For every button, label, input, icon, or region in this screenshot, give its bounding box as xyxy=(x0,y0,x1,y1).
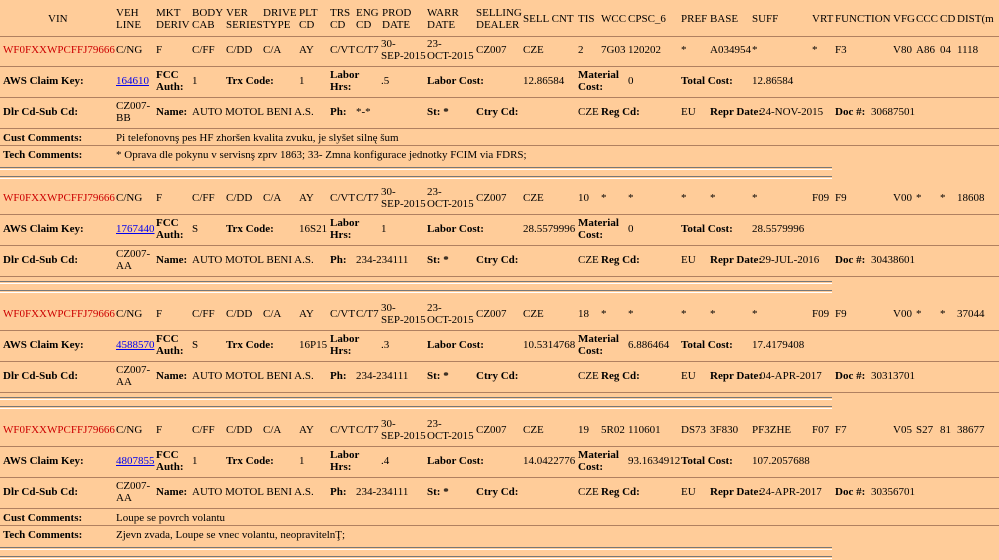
reg-cd-label: Reg Cd: xyxy=(601,370,640,382)
header-veh_line: VEH LINE xyxy=(116,7,142,31)
ph-value: 234-234111 xyxy=(356,370,409,382)
name-label: Name: xyxy=(156,486,188,498)
dlr-cd-label: Dlr Cd-Sub Cd: xyxy=(3,106,78,118)
claim-suff: * xyxy=(752,308,758,320)
aws-claim-key-link[interactable]: 4588570 xyxy=(116,339,155,351)
aws-claim-key-link[interactable]: 164610 xyxy=(116,75,149,87)
header-pref: PREF xyxy=(681,13,708,25)
claim-vfg: V80 xyxy=(893,44,912,56)
fcc-auth-value: S xyxy=(192,339,199,351)
claim-eng: C/T7 xyxy=(356,308,379,320)
reg-cd-label: Reg Cd: xyxy=(601,106,640,118)
claim-dealer: CZ007 xyxy=(476,424,507,436)
claim-tis: 18 xyxy=(578,308,589,320)
claim-ver: C/DD xyxy=(226,44,253,56)
ph-label: Ph: xyxy=(330,486,347,498)
claim-prod: 30- SEP-2015 xyxy=(381,38,426,62)
claim-dealer: CZ007 xyxy=(476,44,507,56)
repr-date-value: 04-APR-2017 xyxy=(760,370,822,382)
header-body: BODY CAB xyxy=(192,7,224,31)
claim-tis: 10 xyxy=(578,192,589,204)
claim-sell: CZE xyxy=(523,424,544,436)
header-cd: CD xyxy=(940,13,956,25)
material-cost-label: Material Cost: xyxy=(578,69,619,93)
aws-claim-key-link[interactable]: 4807855 xyxy=(116,455,155,467)
ctry-cd-label: Ctry Cd: xyxy=(476,486,519,498)
claim-warr: 23- OCT-2015 xyxy=(427,302,474,326)
row-divider xyxy=(0,276,999,277)
claim-pref: * xyxy=(681,44,687,56)
dlr-cd-value: CZ007- AA xyxy=(116,364,151,388)
claim-dist: 37044 xyxy=(957,308,985,320)
doc-value: 30356701 xyxy=(871,486,915,498)
labor-hrs-label: Labor Hrs: xyxy=(330,69,360,93)
claim-veh: C/NG xyxy=(116,308,143,320)
trx-code-label: Trx Code: xyxy=(226,75,274,87)
name-value: AUTO MOTOL BENI A.S. xyxy=(192,486,314,498)
tech-comments-value: * Oprava dle pokynu v servisnş zprv 1863; 33- Zmna konfigurace jednotky FCIM via FDRS; xyxy=(116,149,527,161)
claim-cd: 81 xyxy=(940,424,951,436)
fcc-auth-label: FCC Auth: xyxy=(156,69,184,93)
claim-pref: * xyxy=(681,308,687,320)
claim-eng: C/T7 xyxy=(356,192,379,204)
claim-dealer: CZ007 xyxy=(476,308,507,320)
repr-date-label: Repr Date: xyxy=(710,106,763,118)
claim-dealer: CZ007 xyxy=(476,192,507,204)
header-suff: SUFF xyxy=(752,13,779,25)
ph-label: Ph: xyxy=(330,254,347,266)
header-mkt: MKT DERIV xyxy=(156,7,190,31)
row-divider xyxy=(0,97,999,98)
labor-hrs-value: .5 xyxy=(381,75,390,87)
trx-code-label: Trx Code: xyxy=(226,455,274,467)
row-divider xyxy=(0,361,999,362)
claim-dist: 38677 xyxy=(957,424,985,436)
header-ccc: CCC xyxy=(916,13,939,25)
fcc-auth-label: FCC Auth: xyxy=(156,217,184,241)
claim-suff: * xyxy=(752,192,758,204)
claim-mkt: F xyxy=(156,44,163,56)
claim-prod: 30- SEP-2015 xyxy=(381,418,426,442)
row-divider xyxy=(0,128,999,129)
cust-comments-value: Pi telefonovnş pes HF zhoršen kvalita zvuku, je slyšet silnę šum xyxy=(116,132,399,144)
header-vfg: VFG xyxy=(893,13,916,25)
claim-tis: 19 xyxy=(578,424,589,436)
labor-cost-label: Labor Cost: xyxy=(427,455,484,467)
claim-ver: C/DD xyxy=(226,308,253,320)
header-eng: ENG CD xyxy=(356,7,379,31)
claim-cd: * xyxy=(940,308,946,320)
claim-wcc: * xyxy=(601,192,607,204)
claim-plt: AY xyxy=(299,308,314,320)
aws-claim-key-label: AWS Claim Key: xyxy=(3,339,84,351)
claim-sell: CZE xyxy=(523,192,544,204)
labor-hrs-value: .3 xyxy=(381,339,390,351)
claim-mkt: F xyxy=(156,424,163,436)
claim-cd: 04 xyxy=(940,44,951,56)
fcc-auth-value: 1 xyxy=(192,455,198,467)
labor-cost-value: 10.5314768 xyxy=(523,339,576,351)
row-divider xyxy=(0,406,832,409)
row-divider xyxy=(0,290,832,293)
row-divider xyxy=(0,167,832,170)
claim-drive: C/A xyxy=(263,308,282,320)
claim-drive: C/A xyxy=(263,192,282,204)
material-cost-value: 93.1634912 xyxy=(628,455,681,467)
claim-trs: C/VT xyxy=(330,192,356,204)
header-base: BASE xyxy=(710,13,739,25)
doc-label: Doc #: xyxy=(835,254,866,266)
tech-comments-value: Zjevn zvada, Loupe se vnec volantu, neopravitelnŢ; xyxy=(116,529,346,541)
labor-hrs-label: Labor Hrs: xyxy=(330,333,360,357)
aws-claim-key-link[interactable]: 1767440 xyxy=(116,223,155,235)
cust-comments-value: Loupe se povrch volantu xyxy=(116,512,226,524)
labor-hrs-label: Labor Hrs: xyxy=(330,449,360,473)
claim-warr: 23- OCT-2015 xyxy=(427,186,474,210)
fcc-auth-value: S xyxy=(192,223,199,235)
claim-vrt: F09 xyxy=(812,308,830,320)
material-cost-value: 0 xyxy=(628,223,634,235)
trx-code-value: 16P15 xyxy=(299,339,328,351)
claim-vfg: V00 xyxy=(893,308,912,320)
row-divider xyxy=(0,214,999,215)
claim-vin: WF0FXXWPCFFJ79666 xyxy=(3,44,115,56)
header-trs: TRS CD xyxy=(330,7,351,31)
doc-label: Doc #: xyxy=(835,370,866,382)
row-divider xyxy=(0,66,999,67)
claim-base: A034954 xyxy=(710,44,751,56)
fcc-auth-label: FCC Auth: xyxy=(156,333,184,357)
material-cost-value: 6.886464 xyxy=(628,339,670,351)
claim-cpsc: * xyxy=(628,192,634,204)
claim-trs: C/VT xyxy=(330,424,356,436)
claim-ccc: A86 xyxy=(916,44,935,56)
header-dealer: SELLING DEALER xyxy=(476,7,522,31)
tech-comments-label: Tech Comments: xyxy=(3,529,83,541)
claim-plt: AY xyxy=(299,424,314,436)
claim-func: F7 xyxy=(835,424,847,436)
material-cost-label: Material Cost: xyxy=(578,333,619,357)
header-wcc: WCC xyxy=(601,13,627,25)
header-vrt: VRT xyxy=(812,13,834,25)
ctry-cd-label: Ctry Cd: xyxy=(476,254,519,266)
total-cost-value: 12.86584 xyxy=(752,75,794,87)
labor-cost-value: 28.5579996 xyxy=(523,223,576,235)
row-divider xyxy=(0,508,999,509)
claim-ver: C/DD xyxy=(226,424,253,436)
name-value: AUTO MOTOL BENI A.S. xyxy=(192,254,314,266)
trx-code-value: 1 xyxy=(299,455,305,467)
dlr-cd-value: CZ007- AA xyxy=(116,248,151,272)
claim-veh: C/NG xyxy=(116,192,143,204)
doc-label: Doc #: xyxy=(835,486,866,498)
dlr-cd-value: CZ007- AA xyxy=(116,480,151,504)
reg-cd-value: EU xyxy=(681,370,696,382)
fcc-auth-value: 1 xyxy=(192,75,198,87)
dlr-cd-label: Dlr Cd-Sub Cd: xyxy=(3,254,78,266)
claim-vfg: V05 xyxy=(893,424,912,436)
claim-func: F9 xyxy=(835,192,847,204)
reg-cd-value: EU xyxy=(681,486,696,498)
claim-base: * xyxy=(710,308,716,320)
doc-label: Doc #: xyxy=(835,106,866,118)
doc-value: 30687501 xyxy=(871,106,915,118)
header-dist: DIST(m xyxy=(957,13,994,25)
claim-base: * xyxy=(710,192,716,204)
claim-wcc: * xyxy=(601,308,607,320)
ctry-cd-label: Ctry Cd: xyxy=(476,106,519,118)
claim-prod: 30- SEP-2015 xyxy=(381,186,426,210)
claim-ver: C/DD xyxy=(226,192,253,204)
row-divider xyxy=(0,36,999,37)
total-cost-label: Total Cost: xyxy=(681,339,733,351)
claim-body: C/FF xyxy=(192,308,215,320)
claim-eng: C/T7 xyxy=(356,424,379,436)
labor-cost-value: 14.0422776 xyxy=(523,455,576,467)
name-label: Name: xyxy=(156,254,188,266)
claim-mkt: F xyxy=(156,192,163,204)
name-label: Name: xyxy=(156,370,188,382)
claim-body: C/FF xyxy=(192,192,215,204)
header-prod: PROD DATE xyxy=(382,7,412,31)
labor-cost-label: Labor Cost: xyxy=(427,339,484,351)
trx-code-label: Trx Code: xyxy=(226,223,274,235)
header-ver: VER SERIES xyxy=(226,7,263,31)
trx-code-value: 1 xyxy=(299,75,305,87)
row-divider xyxy=(0,392,999,393)
claim-ccc: S27 xyxy=(916,424,934,436)
total-cost-label: Total Cost: xyxy=(681,223,733,235)
material-cost-label: Material Cost: xyxy=(578,217,619,241)
ctry-cd-value: CZE xyxy=(578,254,599,266)
header-func: FUNCTION xyxy=(835,13,891,25)
header-warr: WARR DATE xyxy=(427,7,459,31)
ph-label: Ph: xyxy=(330,370,347,382)
claim-func: F9 xyxy=(835,308,847,320)
claim-trs: C/VT xyxy=(330,44,356,56)
aws-claim-key-label: AWS Claim Key: xyxy=(3,75,84,87)
claim-sell: CZE xyxy=(523,308,544,320)
header-cpsc: CPSC_6 xyxy=(628,13,666,25)
claim-vin: WF0FXXWPCFFJ79666 xyxy=(3,424,115,436)
aws-claim-key-label: AWS Claim Key: xyxy=(3,223,84,235)
reg-cd-value: EU xyxy=(681,254,696,266)
total-cost-value: 28.5579996 xyxy=(752,223,805,235)
ph-label: Ph: xyxy=(330,106,347,118)
claim-vrt: F07 xyxy=(812,424,830,436)
row-divider xyxy=(0,330,999,331)
cust-comments-label: Cust Comments: xyxy=(3,132,83,144)
claim-trs: C/VT xyxy=(330,308,356,320)
claim-base: 3F830 xyxy=(710,424,739,436)
row-divider xyxy=(0,245,999,246)
claim-mkt: F xyxy=(156,308,163,320)
claim-plt: AY xyxy=(299,192,314,204)
claim-vrt: F09 xyxy=(812,192,830,204)
reg-cd-label: Reg Cd: xyxy=(601,486,640,498)
claim-veh: C/NG xyxy=(116,424,143,436)
ctry-cd-label: Ctry Cd: xyxy=(476,370,519,382)
labor-hrs-label: Labor Hrs: xyxy=(330,217,360,241)
claim-wcc: 7G03 xyxy=(601,44,626,56)
dlr-cd-value: CZ007- BB xyxy=(116,100,151,124)
ph-value: 234-234111 xyxy=(356,486,409,498)
total-cost-value: 17.4179408 xyxy=(752,339,805,351)
row-divider xyxy=(0,556,832,559)
ctry-cd-value: CZE xyxy=(578,370,599,382)
claim-dist: 1118 xyxy=(957,44,979,56)
claim-cd: * xyxy=(940,192,946,204)
ctry-cd-value: CZE xyxy=(578,106,599,118)
claim-suff: * xyxy=(752,44,758,56)
dlr-cd-label: Dlr Cd-Sub Cd: xyxy=(3,486,78,498)
claim-vin: WF0FXXWPCFFJ79666 xyxy=(3,192,115,204)
name-value: AUTO MOTOL BENI A.S. xyxy=(192,370,314,382)
st-label: St: * xyxy=(427,370,449,382)
claim-cpsc: * xyxy=(628,308,634,320)
claim-vin: WF0FXXWPCFFJ79666 xyxy=(3,308,115,320)
ph-value: 234-234111 xyxy=(356,254,409,266)
claim-body: C/FF xyxy=(192,44,215,56)
repr-date-label: Repr Date: xyxy=(710,254,763,266)
claim-suff: PF3ZHE xyxy=(752,424,792,436)
claim-drive: C/A xyxy=(263,424,282,436)
row-divider xyxy=(0,547,832,550)
st-label: St: * xyxy=(427,254,449,266)
repr-date-label: Repr Date: xyxy=(710,486,763,498)
labor-cost-label: Labor Cost: xyxy=(427,75,484,87)
labor-hrs-value: 1 xyxy=(381,223,387,235)
doc-value: 30313701 xyxy=(871,370,915,382)
claim-ccc: * xyxy=(916,192,922,204)
claim-prod: 30- SEP-2015 xyxy=(381,302,426,326)
trx-code-label: Trx Code: xyxy=(226,339,274,351)
row-divider xyxy=(0,176,832,179)
row-divider xyxy=(0,281,832,284)
claim-drive: C/A xyxy=(263,44,282,56)
total-cost-value: 107.2057688 xyxy=(752,455,810,467)
header-vin: VIN xyxy=(48,13,68,25)
reg-cd-label: Reg Cd: xyxy=(601,254,640,266)
header-tis: TIS xyxy=(578,13,595,25)
total-cost-label: Total Cost: xyxy=(681,455,733,467)
claim-cpsc: 120202 xyxy=(628,44,661,56)
name-value: AUTO MOTOL BENI A.S. xyxy=(192,106,314,118)
header-sell: SELL CNT xyxy=(523,13,574,25)
claim-tis: 2 xyxy=(578,44,584,56)
claim-body: C/FF xyxy=(192,424,215,436)
row-divider xyxy=(0,397,832,400)
row-divider xyxy=(0,525,999,526)
row-divider xyxy=(0,446,999,447)
claim-ccc: * xyxy=(916,308,922,320)
st-label: St: * xyxy=(427,486,449,498)
row-divider xyxy=(0,145,999,146)
claim-warr: 23- OCT-2015 xyxy=(427,418,474,442)
doc-value: 30438601 xyxy=(871,254,915,266)
repr-date-value: 24-APR-2017 xyxy=(760,486,822,498)
trx-code-value: 16S21 xyxy=(299,223,328,235)
fcc-auth-label: FCC Auth: xyxy=(156,449,184,473)
repr-date-value: 24-NOV-2015 xyxy=(760,106,824,118)
claim-veh: C/NG xyxy=(116,44,143,56)
labor-cost-label: Labor Cost: xyxy=(427,223,484,235)
claim-vfg: V00 xyxy=(893,192,912,204)
claim-cpsc: 110601 xyxy=(628,424,661,436)
claim-sell: CZE xyxy=(523,44,544,56)
repr-date-value: 29-JUL-2016 xyxy=(760,254,820,266)
claim-vrt: * xyxy=(812,44,818,56)
total-cost-label: Total Cost: xyxy=(681,75,733,87)
row-divider xyxy=(0,477,999,478)
labor-cost-value: 12.86584 xyxy=(523,75,565,87)
repr-date-label: Repr Date: xyxy=(710,370,763,382)
claim-eng: C/T7 xyxy=(356,44,379,56)
labor-hrs-value: .4 xyxy=(381,455,390,467)
claim-dist: 18608 xyxy=(957,192,985,204)
claim-pref: * xyxy=(681,192,687,204)
dlr-cd-label: Dlr Cd-Sub Cd: xyxy=(3,370,78,382)
tech-comments-label: Tech Comments: xyxy=(3,149,83,161)
header-plt: PLT CD xyxy=(299,7,318,31)
name-label: Name: xyxy=(156,106,188,118)
ph-value: *-* xyxy=(356,106,371,118)
claim-pref: DS73 xyxy=(681,424,707,436)
cust-comments-label: Cust Comments: xyxy=(3,512,83,524)
claim-warr: 23- OCT-2015 xyxy=(427,38,474,62)
claim-plt: AY xyxy=(299,44,314,56)
aws-claim-key-label: AWS Claim Key: xyxy=(3,455,84,467)
st-label: St: * xyxy=(427,106,449,118)
claim-wcc: 5R02 xyxy=(601,424,625,436)
material-cost-value: 0 xyxy=(628,75,634,87)
material-cost-label: Material Cost: xyxy=(578,449,619,473)
ctry-cd-value: CZE xyxy=(578,486,599,498)
claim-func: F3 xyxy=(835,44,847,56)
header-drive: DRIVE TYPE xyxy=(263,7,297,31)
reg-cd-value: EU xyxy=(681,106,696,118)
